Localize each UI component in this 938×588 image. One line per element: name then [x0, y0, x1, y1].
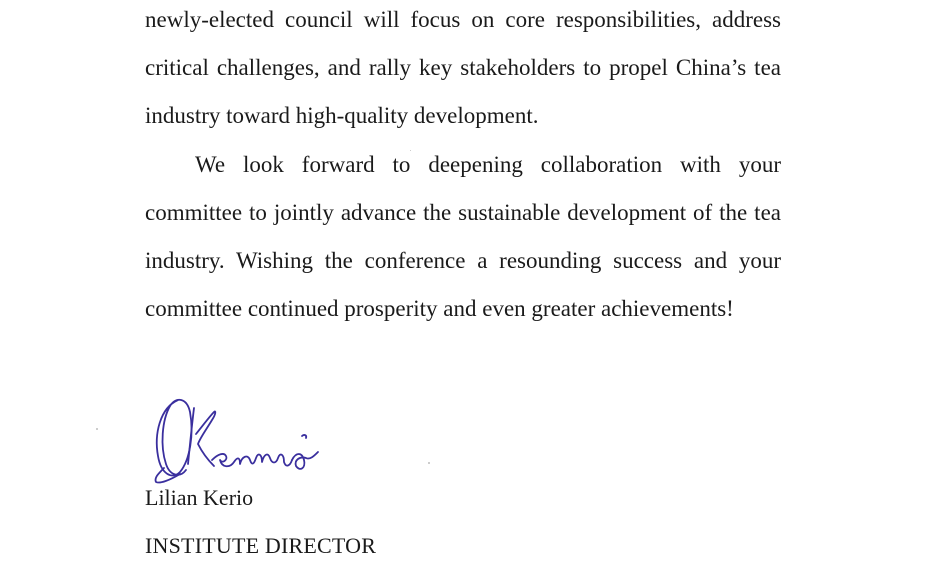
paragraph-council-focus: newly-elected council will focus on core responsibilities, address critical challenges, and rally key stakeholders to propel China’s tea industry toward high-quality development. — [145, 7, 781, 129]
signer-name: Lilian Kerio — [145, 485, 254, 510]
scan-speck — [410, 150, 411, 151]
scan-speck — [428, 462, 430, 464]
signer-title: INSTITUTE DIRECTOR — [145, 533, 377, 558]
scan-speck — [96, 428, 98, 430]
handwritten-signature — [150, 394, 360, 486]
paragraph-closing-wishes: We look forward to deepening collaboration with your committee to jointly advance the sustainable development of the tea industry. Wishing the conference a resounding success and your committee continued prosperity and even greater achievements! — [145, 151, 781, 322]
letter-body — [145, 0, 781, 333]
